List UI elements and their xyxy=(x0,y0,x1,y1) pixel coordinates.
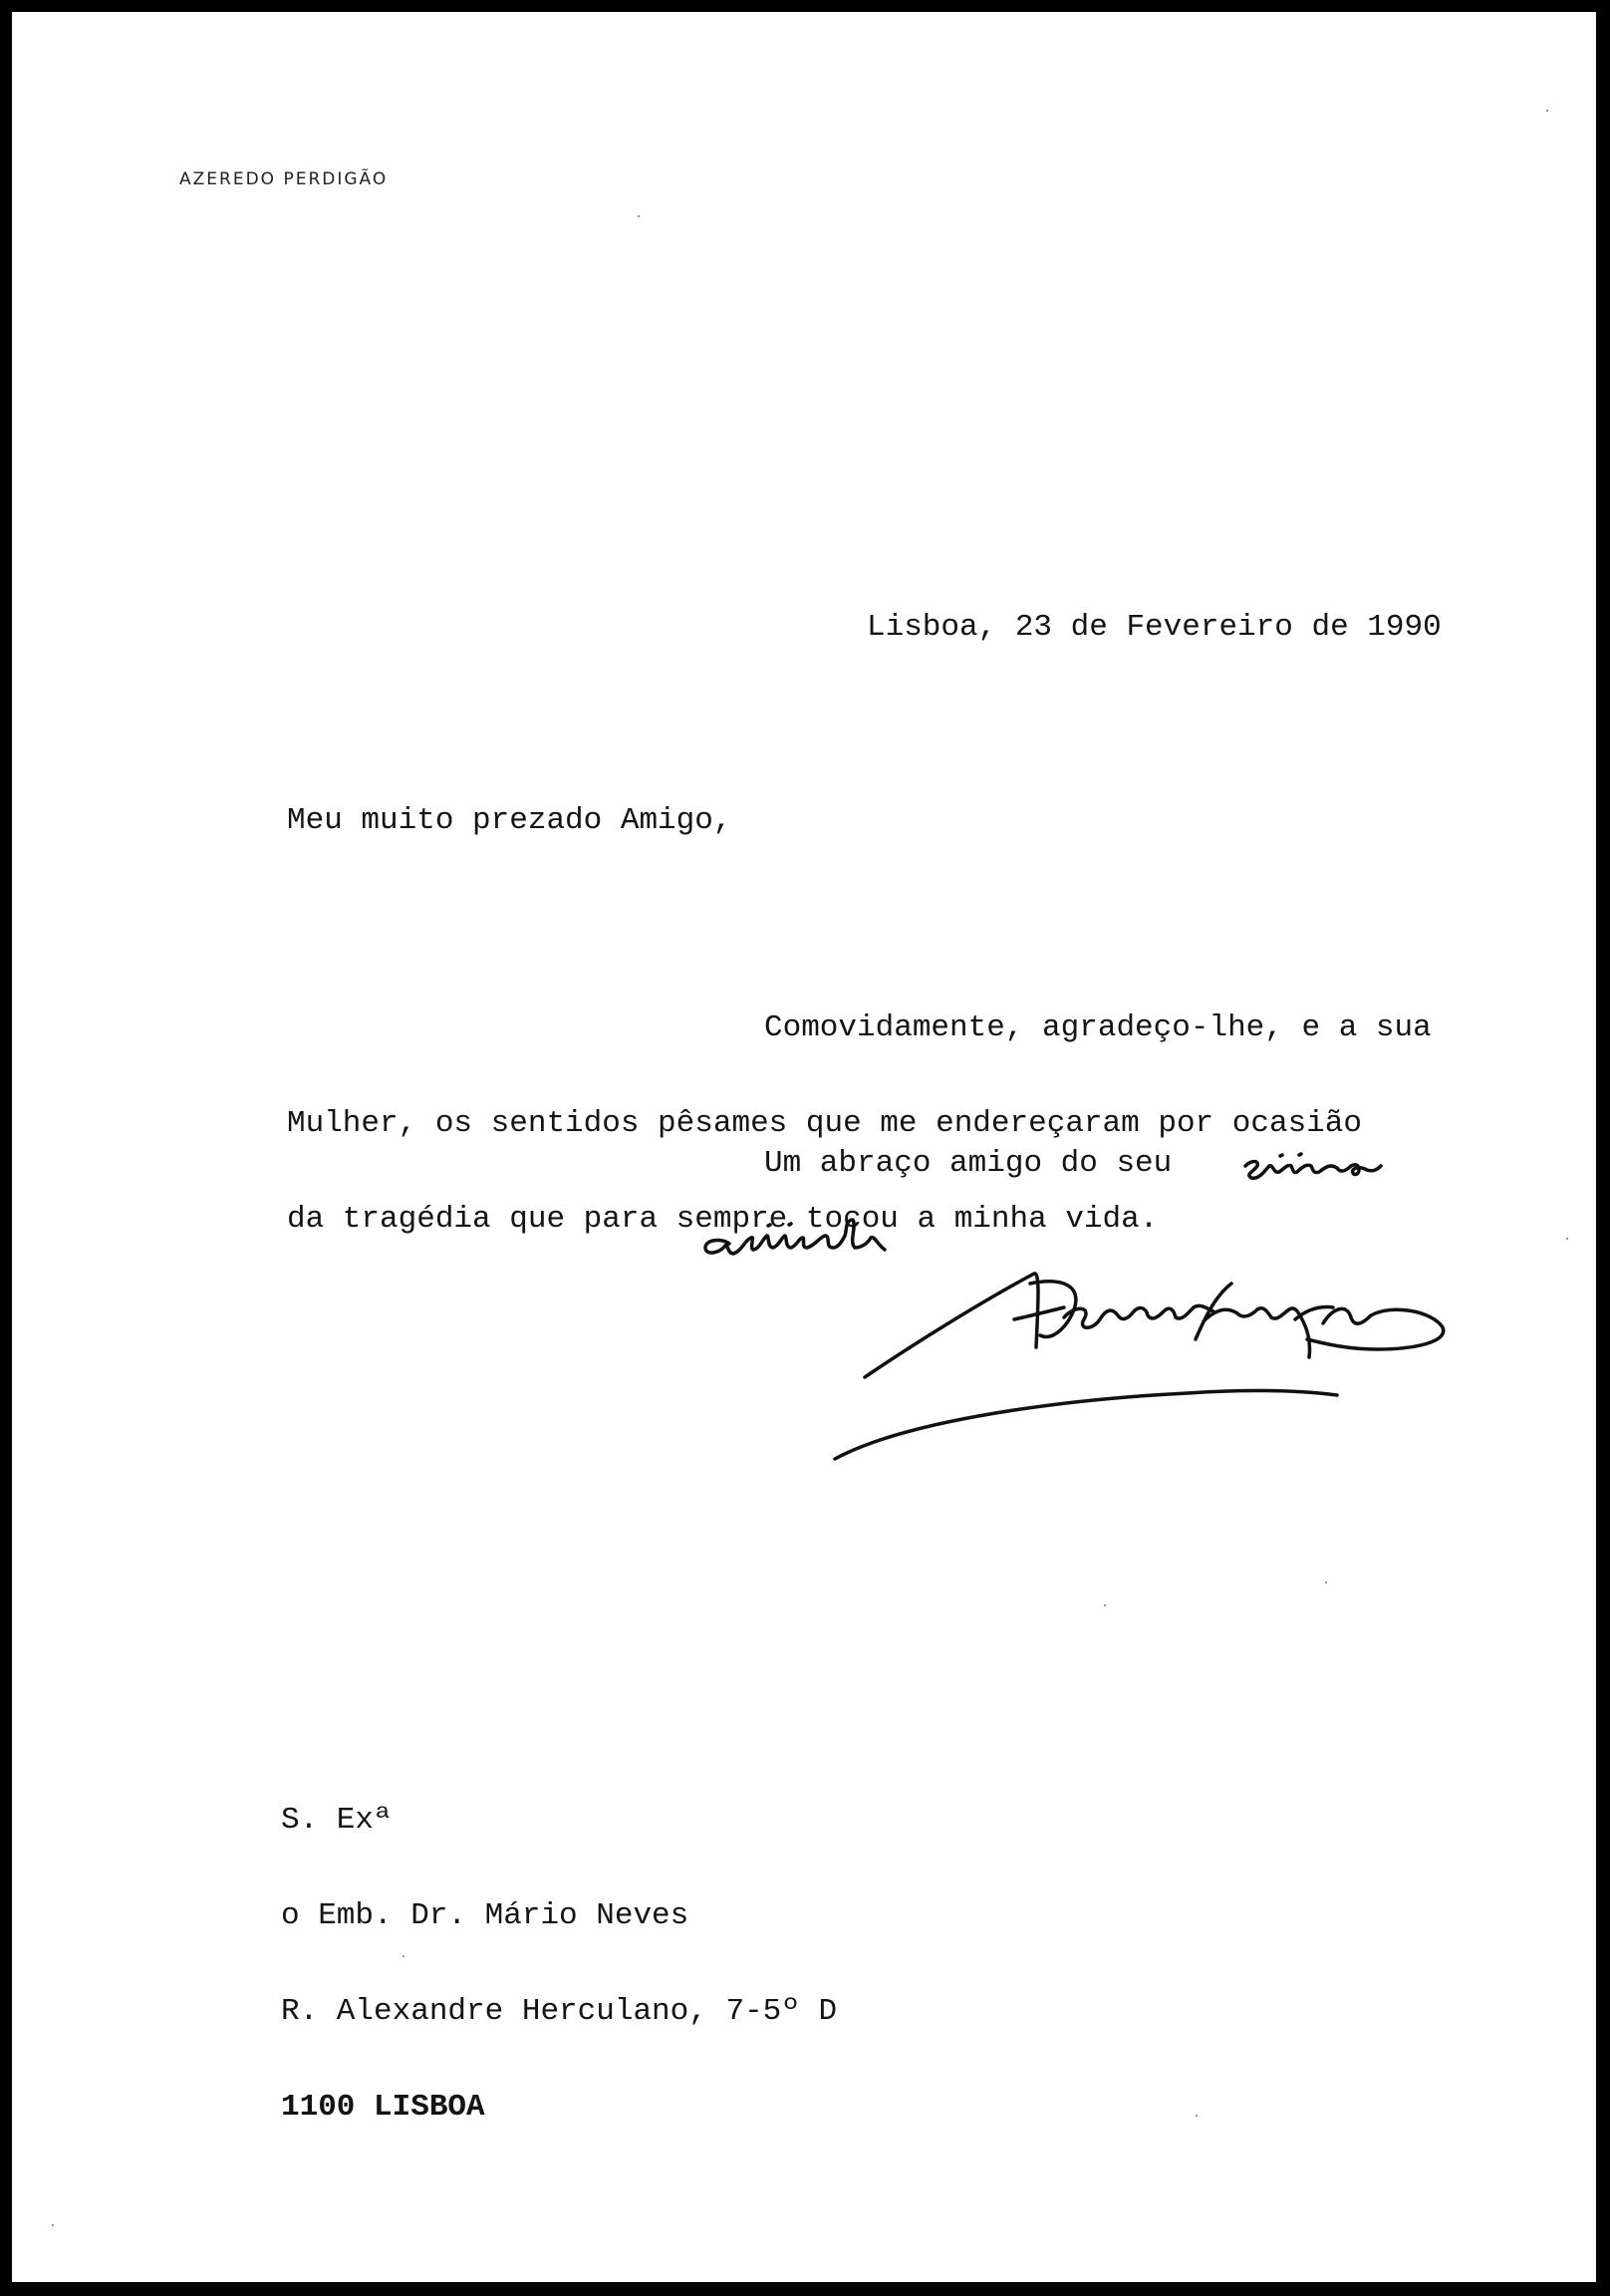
salutation: Meu muito prezado Amigo, xyxy=(287,803,732,838)
scan-speck xyxy=(1104,1604,1106,1606)
scan-speck xyxy=(1566,1238,1568,1240)
letterhead: AZEREDO PERDIGÃO xyxy=(179,169,389,189)
handwritten-word-sincero xyxy=(1245,1154,1381,1178)
body-line-2: Mulher, os sentidos pêsames que me endereçaram por ocasião xyxy=(287,1106,1362,1141)
signature-azeredo-perdigao xyxy=(835,1274,1444,1459)
handwritten-word-admirador xyxy=(705,1220,885,1254)
scan-speck xyxy=(1325,1581,1327,1583)
scan-speck xyxy=(1196,2115,1198,2117)
letter-page xyxy=(12,12,1596,2282)
body-line-3: da tragédia que para sempre tocou a minha vida. xyxy=(287,1202,1159,1237)
scan-speck xyxy=(1546,110,1548,112)
handwritten-signature-block xyxy=(650,1108,1546,1527)
scan-speck xyxy=(638,215,640,217)
body-line-1: Comovidamente, agradeço-lhe, e a sua xyxy=(764,1010,1432,1045)
date-line: Lisboa, 23 de Fevereiro de 1990 xyxy=(867,610,1442,645)
address-line-4: 1100 LISBOA xyxy=(281,2090,485,2125)
recipient-address xyxy=(281,1741,837,2187)
address-line-2: o Emb. Dr. Mário Neves xyxy=(281,1898,689,1933)
address-line-1: S. Exª xyxy=(281,1803,393,1838)
scan-speck xyxy=(52,2224,54,2226)
closing-typed: Um abraço amigo do seu xyxy=(764,1146,1173,1181)
address-line-3: R. Alexandre Herculano, 7-5º D xyxy=(281,1994,838,2029)
scan-speck xyxy=(402,1955,404,1957)
